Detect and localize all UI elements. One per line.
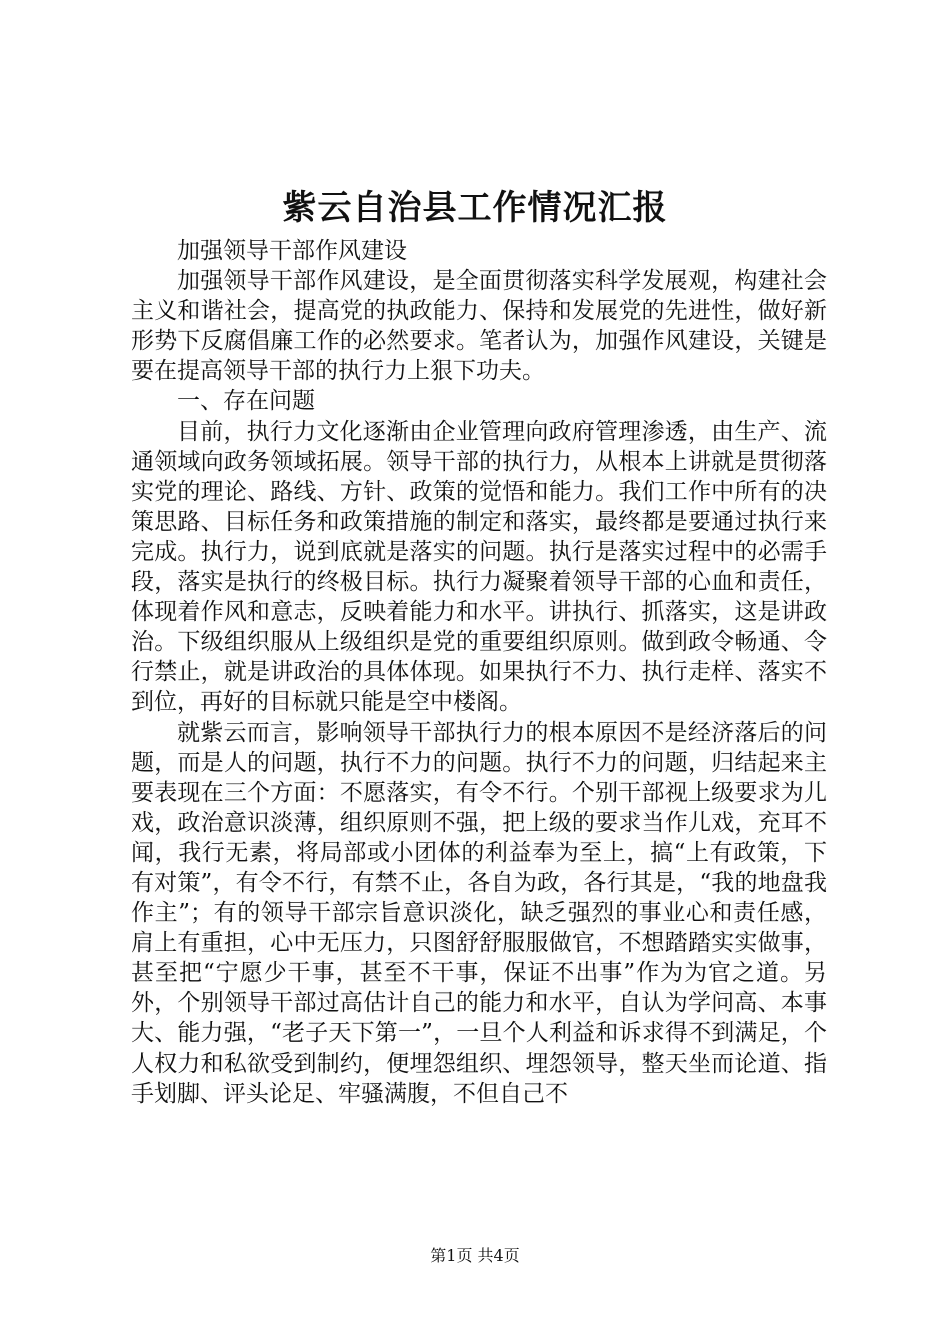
document-title: 紫云自治县工作情况汇报 [282,188,668,228]
intro-paragraph: 加强领导干部作风建设，是全面贯彻落实科学发展观，构建社会主义和谐社会，提高党的执政能力、保持和发展党的先进性，做好新形势下反腐倡廉工作的必然要求。笔者认为，加强作风建设，关键是要在提高领导干部的执行力上狠下功夫。 [131,268,827,385]
section-heading-problems: 一、存在问题 [177,388,315,415]
document-body [131,236,827,1109]
body-paragraph-ziyun: 就紫云而言，影响领导干部执行力的根本原因不是经济落后的问题，而是人的问题，执行不力的问题。执行不力的问题，归结起来主要表现在三个方面：不愿落实，有令不行。个别干部视上级要求为儿戏，政治意识淡薄，组织原则不强，把上级的要求当作儿戏，充耳不闻，我行无素，将局部或小团体的利益奉为至上，搞“上有政策，下有对策”，有令不行，有禁不止，各自为政，各行其是，“我的地盘我作主”；有的领导干部宗旨意识淡化，缺乏强烈的事业心和责任感，肩上有重担，心中无压力，只图舒舒服服做官，不想踏踏实实做事，甚至把“宁愿少干事，甚至不干事，保证不出事”作为为官之道。另外，个别领导干部过高估计自己的能力和水平，自认为学问高、本事大、能力强，“老子天下第一”，一旦个人利益和诉求得不到满足，个人权力和私欲受到制约，便埋怨组织、埋怨领导，整天坐而论道、指手划脚、评头论足、牢骚满腹，不但自己不 [131,719,827,1107]
body-paragraph-execution: 目前，执行力文化逐渐由企业管理向政府管理渗透，由生产、流通领域向政务领域拓展。领导干部的执行力，从根本上讲就是贯彻落实党的理论、路线、方针、政策的觉悟和能力。我们工作中所有的决策思路、目标任务和政策措施的制定和落实，最终都是要通过执行来完成。执行力，说到底就是落实的问题。执行是落实过程中的必需手段，落实是执行的终极目标。执行力凝聚着领导干部的心血和责任，体现着作风和意志，反映着能力和水平。讲执行、抓落实，这是讲政治。下级组织服从上级组织是党的重要组织原则。做到政令畅通、令行禁止，就是讲政治的具体体现。如果执行不力、执行走样、落实不到位，再好的目标就只能是空中楼阁。 [131,418,827,716]
section-heading-leadership: 加强领导干部作风建设 [177,238,407,264]
page-indicator: 第1页 共4页 [430,1246,520,1265]
